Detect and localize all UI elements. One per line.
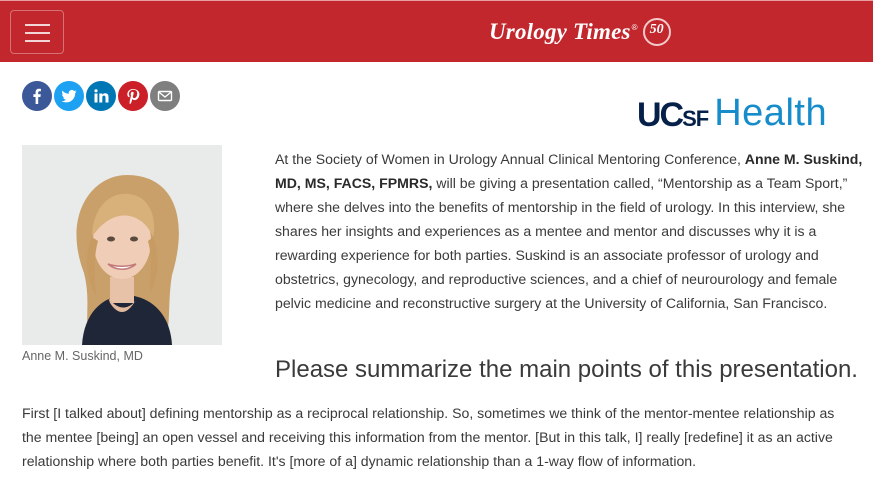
interview-answer: First [I talked about] defining mentorship as a reciprocal relationship. So, sometimes we think of the mentor-mentee relationship as the mentee [being] an open vessel and receiving this information from the mentor. [But in this talk, I] really [redefine] it as an active relationship where both parties benefit. It's [more of a] dynamic relationship than a 1-way flow of information. <box>22 405 835 469</box>
author-photo <box>22 145 222 345</box>
anniversary-badge-icon <box>642 17 674 47</box>
facebook-icon <box>29 88 45 104</box>
photo-caption: Anne M. Suskind, MD <box>22 349 143 363</box>
linkedin-icon <box>93 88 109 104</box>
registered-mark: ® <box>631 22 638 32</box>
intro-lead: At the Society of Women in Urology Annual Clinical Mentoring Conference, <box>275 151 745 167</box>
hamburger-menu-icon[interactable] <box>10 10 64 54</box>
twitter-share-button[interactable] <box>54 81 84 111</box>
menu-bar <box>25 40 50 42</box>
menu-bar <box>25 24 50 26</box>
pinterest-icon <box>125 88 141 104</box>
facebook-share-button[interactable] <box>22 81 52 111</box>
ucsf-mark-sf: SF <box>682 106 709 131</box>
twitter-icon <box>61 88 77 104</box>
ucsf-mark <box>637 98 708 132</box>
article-intro <box>275 147 865 315</box>
interview-question: Please summarize the main points of this presentation. <box>275 356 858 383</box>
intro-author-name: Anne M. Suskind, MD, MS, FACS, FPMRS, <box>275 151 863 191</box>
email-share-button[interactable] <box>150 81 180 111</box>
intro-rest: will be giving a presentation called, “Mentorship as a Team Sport,” where she delves into the benefits of mentorship in the field of urology. In this interview, she shares her insights and experiences as a mentee and mentor and discusses why it is a rewarding experience for both parties. Suskind is an associate professor of urology and obstetrics, gynecology, and reproductive sciences, and a chief of neurourology and female pelvic medicine and reconstructive surgery at the University of California, San Francisco. <box>275 175 848 311</box>
email-icon <box>157 88 173 104</box>
portrait-image <box>22 145 222 345</box>
ucsf-health-word: Health <box>714 92 828 134</box>
site-header <box>0 0 873 62</box>
site-logo[interactable] <box>489 16 674 48</box>
ucsf-health-logo[interactable] <box>637 90 827 132</box>
ucsf-mark-uc: UC <box>637 96 683 134</box>
share-bar <box>22 81 180 111</box>
logo-wordmark: Urology Times <box>489 19 631 44</box>
linkedin-share-button[interactable] <box>86 81 116 111</box>
pinterest-share-button[interactable] <box>118 81 148 111</box>
anniversary-number: 50 <box>649 22 664 37</box>
menu-bar <box>25 32 50 34</box>
